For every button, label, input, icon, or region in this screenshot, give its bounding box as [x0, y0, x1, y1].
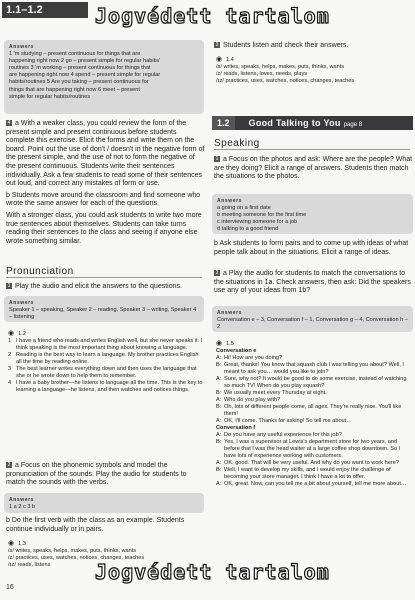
speak-exercise-2 [214, 270, 413, 296]
exercise-number: 1 [215, 156, 219, 162]
answer-text: Conversation e – 3, Conversation f – 1, Conversation g – 4, Conversation h – 2 [217, 317, 408, 331]
section-title: Good Talking to You [248, 118, 341, 128]
exercise-4b-text: b Students move around the classroom and find someone who wrote the same answer for each of the questions. [6, 191, 201, 208]
answer-line: 1 'm studying – present continuous for things that are [9, 51, 141, 58]
item-number: 2 [8, 352, 12, 358]
cd-icon[interactable]: ◉ [216, 56, 223, 63]
audio-1-2 [8, 330, 204, 394]
pronunciation-heading: Pronunciation [6, 266, 202, 278]
answers-box-4 [212, 194, 413, 234]
conversation-e-title: Conversation e [216, 348, 257, 354]
exercise-3 [214, 42, 413, 51]
page-number: 16 [6, 584, 14, 591]
watermark-top: Jogvédett tartalom [95, 4, 330, 28]
item-number: 1 [8, 338, 12, 344]
exercise-number: 3 [215, 42, 219, 48]
exercise-3-text: Students listen and check their answers. [223, 42, 349, 49]
speaker: B: [216, 362, 222, 368]
answer-line: are happening right now 4 spend – present simple for regular [9, 72, 161, 79]
speaker: A: [216, 355, 222, 361]
audio-line: Hi! How are you doing? [224, 355, 283, 361]
section-header [212, 116, 413, 130]
answers-box-1 [4, 40, 204, 114]
answer-line: simple for regular habits/routines [9, 93, 91, 100]
audio-line: /s/ writes, speaks, helps, makes, puts, thinks, wants [216, 64, 345, 70]
pron-exercise-2 [6, 462, 206, 488]
audio-line: The best learner writes everything down and then uses the language that she or he wrote down to help them to remember. [16, 366, 197, 379]
speaking-heading: Speaking [214, 138, 410, 150]
section-page: page 8 [343, 122, 363, 128]
item-number: 3 [8, 366, 12, 372]
speak-ex1b-text: b Ask students to form pairs and to come up with ideas of what people talk about in the situations. Elicit a range of ideas. [214, 240, 409, 256]
audio-line: /s/ writes, speaks, helps, makes, puts, thinks, wants [8, 548, 137, 554]
audio-line: We usually meet every Thursday at eight. [224, 390, 327, 396]
audio-line: /z/ reads, listens, loves, needs, plays [216, 71, 308, 77]
audio-line: OK, good. That will be very useful. And why do you want to work here? [224, 460, 399, 466]
answers-label: Answers [217, 310, 243, 316]
audio-line: Sure, why not? It would be good to do some exercise, instead of watching so much TV! When do you play squash? [224, 376, 407, 389]
answer-text: Speaker 1 – speaking, Speaker 2 – reading, Speaker 3 – writing, Speaker 4 – listening [9, 307, 197, 321]
audio-line: Do you have any useful experience for this job? [224, 432, 342, 438]
audio-1-5 [216, 340, 413, 488]
answers-label: Answers [9, 300, 35, 306]
pron-ex1-text: Play the audio and elicit the answers to the questions. [15, 283, 182, 290]
exercise-number: 4 [7, 120, 11, 126]
answer-line: c interviewing someone for a job [217, 219, 298, 226]
audio-code: 1.4 [226, 57, 234, 63]
speaker: B: [216, 390, 222, 396]
audio-code: 1.3 [18, 541, 26, 547]
speaker: A: [216, 460, 222, 466]
pron-ex2b-text: b Do the first verb with the class as an example. Students continue individually or in pairs. [6, 517, 185, 533]
exercise-4a-text: a With a weaker class, you could review the form of the present simple and present continuous before students complete this exercise. Elicit the forms and write them on the board. Point out the use of don't / doesn't in the negative form of the present simple, and the use of not to form the negative of the present continuous. Students write their sentences individually. Ask a few students to read some of their sentences out loud, and correct any mistakes of form or use. [6, 120, 205, 188]
audio-line: I have a friend who reads and writes English well, but she never speaks it. I think speaking is the most important thing about knowing a language. [16, 338, 203, 351]
speak-exercise-1 [214, 156, 413, 182]
answer-line: routines 3 'm working – present continuous for things that [9, 65, 151, 72]
audio-code: 1.5 [226, 341, 234, 347]
answers-label: Answers [9, 497, 35, 503]
audio-line: Oh, lots of different people come, all ages. They're really nice. You'll like them! [224, 404, 402, 417]
audio-line: OK, I'll come. Thanks for asking! So tell me about… [224, 418, 352, 424]
speaker: B: [216, 404, 222, 410]
cd-icon[interactable]: ◉ [8, 330, 15, 337]
audio-line: Reading is the best way to learn a language. My brother practices English all the time by reading online. [16, 352, 199, 365]
answer-line: happening right now 2 go – present simple for regular habits/ [9, 58, 160, 65]
answer-line: things that are happening right now 6 meet – present [9, 86, 140, 93]
speaker: A: [216, 397, 222, 403]
item-number: 4 [8, 380, 12, 386]
speaker: B: [216, 467, 222, 473]
answers-box-5 [212, 306, 413, 332]
answers-box-2 [4, 296, 204, 322]
answer-line: b meeting someone for the first time [217, 212, 307, 219]
speaker: A: [216, 418, 222, 424]
audio-line: /z/ practices, uses, watches, notices, changes, teaches [8, 555, 145, 561]
audio-line: /ɪz/ practices, uses, watches, notices, changes, teaches [216, 78, 355, 84]
audio-line: Yes, I was a supervisor at Lewis's department store for two years, and before that I was the head waiter at a large coffee shop downtown. So I have lots of experience working with customers. [224, 439, 401, 459]
answer-text: 1 a 2 c 3 b [9, 504, 36, 511]
exercise-number: 1 [7, 283, 11, 289]
exercise-number: 2 [215, 270, 219, 276]
answer-line: a going on a first date [217, 205, 271, 212]
audio-line: Well, I want to develop my skills, and I would enjoy the challenge of becoming your store manager. I think I have a lot to offer. [224, 467, 391, 480]
audio-line: I have a baby brother—he listens to language all the time. This is the key to learning a language—he listens, and then watches and notices things. [16, 380, 203, 393]
audio-line: /ɪz/ reads, listens [8, 562, 51, 568]
audio-line: OK, great. Now, can you tell me a bit about yourself, tell me more about… [224, 481, 407, 487]
conversation-f-title: Conversation f [216, 425, 256, 431]
answers-label: Answers [217, 198, 243, 204]
pron-exercise-1 [6, 283, 206, 292]
cd-icon[interactable]: ◉ [216, 340, 223, 347]
unit-header: 1.1–1.2 [2, 2, 88, 18]
section-number: 1.2 [212, 116, 235, 130]
exercise-number: 2 [7, 462, 11, 468]
exercise-4 [6, 120, 206, 246]
watermark-bottom: Jogvédett tartalom [95, 560, 330, 584]
audio-line: Great, thanks! You know that squash club I was telling you about? Well, I meant to ask you… would you like to join? [224, 362, 404, 375]
speaker: A: [216, 376, 222, 382]
answers-label: Answers [9, 44, 35, 50]
answers-box-3 [4, 493, 204, 513]
cd-icon[interactable]: ◉ [8, 540, 15, 547]
speaker: B: [216, 439, 222, 445]
pron-ex2a-text: a Focus on the phonemic symbols and model the pronunciation of the sounds. Play the audio for students to match the sounds with the verbs. [6, 462, 187, 487]
answer-line: d talking to a good friend [217, 226, 279, 233]
speaker: A: [216, 432, 222, 438]
audio-line: Who do you play with? [224, 397, 281, 403]
exercise-4-extra: With a stronger class, you could ask students to write two more true sentences about themselves. Students can take turns reading their sentences to the class and seeing if anyone else wrote something similar. [6, 211, 202, 245]
speak-ex1a-text: a Focus on the photos and ask: Where are the people? What are they doing? Elicit a range of answers. Students then match the situations to the photos. [214, 156, 413, 181]
answer-line: habits/routines 5 Are you taking – present continuous for [9, 79, 149, 86]
audio-code: 1.2 [18, 331, 26, 337]
speak-ex2a-text: a Play the audio for students to match the conversations to the situations in 1a. Check answers, then ask: Did the speakers use any of your ideas from 1b? [214, 270, 411, 295]
audio-1-4 [216, 56, 413, 85]
speaker: A: [216, 481, 222, 487]
